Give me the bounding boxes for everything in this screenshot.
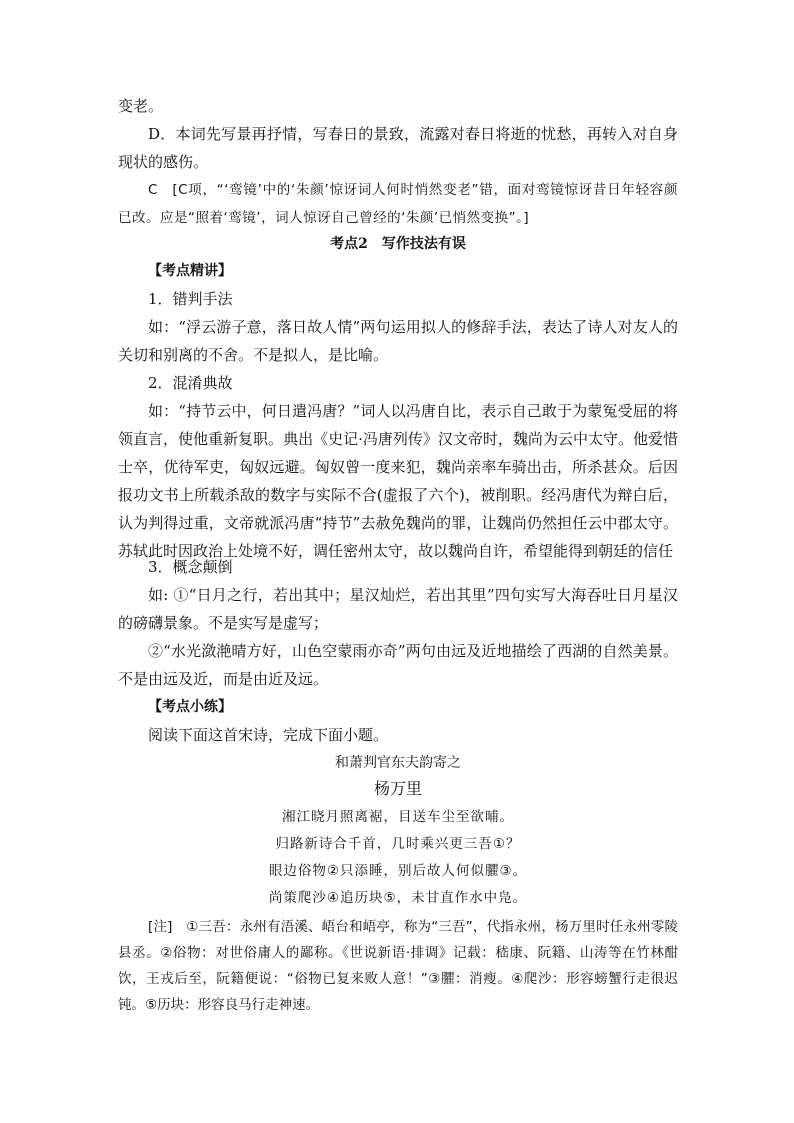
poem-line: 归路新诗合千首，几时乘兴更三吾①？ [275,836,521,852]
item1-title: 1．错判手法 [148,290,233,308]
poem-line: 眼边俗物②只添睡，别后故人何似臞③。 [268,863,528,879]
section-title: 考点2 写作技法有误 [330,236,466,252]
item2-body: 如：“持节云中，何日遣冯唐？”词人以冯唐自比，表示自己敢于为蒙冤受屈的将领直言，使他重新复职。典出《史记·冯唐列传》汉文帝时，魏尚为云中太守。他爱惜士卒，优待军吏，匈奴远避。匈奴曾一度来犯，魏尚亲率车骑出击，所杀甚众。后因报功文书上所载杀敌的数字与实际不合(虚报了六个)，被削职。经冯唐代为辩白后，认为判得过重，文帝就派冯唐“持节”去赦免魏尚的罪，让魏尚仍然担任云中郡太守。苏轼此时因政治上处境不好，调任密州太守，故以魏尚自许，希望能得到朝廷的信任 [118,402,678,560]
option-d: D．本词先写景再抒情，写春日的景致，流露对春日将逝的忧愁，再转入对自身现状的感伤。 [118,125,678,171]
poem-line: 尚策爬沙④追历块⑤，未甘直作水中凫。 [268,890,528,906]
poem-line: 湘江晓月照离裾，目送车尘至欲晡。 [282,809,514,825]
item3-body-2: ②“水光潋滟晴方好，山色空蒙雨亦奇”两句由远及近地描绘了西湖的自然美景。不是由远及近，而是由近及远。 [118,642,678,688]
xiaolian-heading: 【考点小练】 [148,699,232,715]
item3-title: 3．概念颠倒 [148,558,233,576]
item2-title: 2．混淆典故 [148,374,233,392]
text-line-continuation: 变老。 [118,97,164,115]
jingjiang-heading: 【考点精讲】 [148,263,232,279]
poem-author: 杨万里 [373,779,422,798]
poem-notes: [注] ①三吾：永州有浯溪、峿台和峿亭，称为“三吾”，代指永州，杨万里时任永州零陵县丞。②俗物：对世俗庸人的鄙称。《世说新语·排调》记载：嵇康、阮籍、山涛等在竹林酣饮，王戎后至，阮籍便说：“俗物已复来败人意！”③臞：消瘦。④爬沙：形容螃蟹行走很迟钝。⑤历块：形容良马行走神速。 [118,919,678,1013]
item3-body-1: 如: ①“日月之行，若出其中；星汉灿烂，若出其里”四句实写大海吞吐日月星汉的磅礴景象。不是实写是虚写； [118,586,678,632]
poem-title: 和萧判官东夫韵寄之 [335,755,461,771]
instruction: 阅读下面这首宋诗，完成下面小题。 [148,726,389,744]
answer-explanation: C [C项，“‘鸾镜’中的‘朱颜’惊讶词人何时悄然变老”错，面对鸾镜惊讶昔日年轻容颜已改。应是“照着‘鸾镜’，词人惊讶自己曾经的‘朱颜’已悄然变换”。] [118,182,678,226]
item1-body: 如：“浮云游子意，落日故人情”两句运用拟人的修辞手法，表达了诗人对友人的关切和别离的不舍。不是拟人，是比喻。 [118,318,678,364]
